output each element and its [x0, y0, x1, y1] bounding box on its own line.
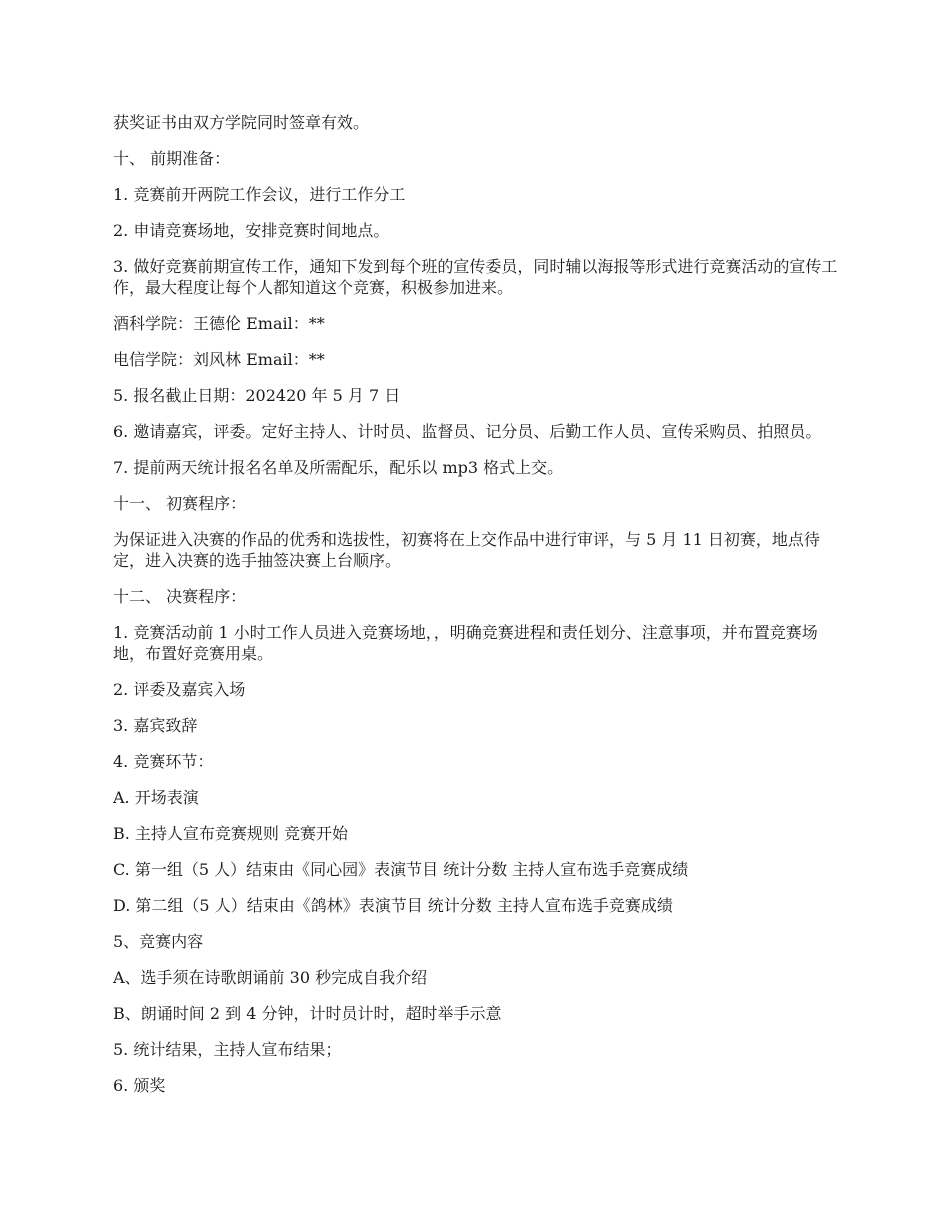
- paragraph-prep-2: 2. 申请竞赛场地，安排竞赛时间地点。: [113, 221, 390, 240]
- heading-section-11: 十一、 初赛程序：: [113, 494, 247, 513]
- paragraph-final-4: 4. 竞赛环节：: [113, 752, 214, 771]
- heading-section-12: 十二、 决赛程序：: [113, 587, 247, 606]
- paragraph-prep-3: 3. 做好竞赛前期宣传工作，通知下发到每个班的宣传委员，同时辅以海报等形式进行竞赛活动的宣传工作，最大程度让每个人都知道这个竞赛，积极参加进来。: [113, 257, 838, 297]
- paragraph-content-b: B、朗诵时间 2 到 4 分钟，计时员计时，超时举手示意: [113, 1004, 502, 1023]
- paragraph-final-4d: D. 第二组（5 人）结束由《鸽林》表演节目 统计分数 主持人宣布选手竞赛成绩: [113, 896, 673, 915]
- paragraph-content-a: A、选手须在诗歌朗诵前 30 秒完成自我介绍: [113, 968, 428, 987]
- paragraph-final-2: 2. 评委及嘉宾入场: [113, 680, 246, 699]
- paragraph-content-heading: 5、竞赛内容: [113, 932, 204, 951]
- paragraph-final-5: 5. 统计结果，主持人宣布结果；: [113, 1040, 342, 1059]
- paragraph-prep-6: 6. 邀请嘉宾，评委。定好主持人、计时员、监督员、记分员、后勤工作人员、宣传采购员、拍照员。: [113, 422, 822, 441]
- paragraph-contact-telecom: 电信学院：刘风林 Email：**: [113, 350, 325, 369]
- paragraph-final-4c: C. 第一组（5 人）结束由《同心园》表演节目 统计分数 主持人宣布选手竞赛成绩: [113, 860, 689, 879]
- paragraph-prep-7: 7. 提前两天统计报名名单及所需配乐，配乐以 mp3 格式上交。: [113, 458, 564, 477]
- paragraph-final-6: 6. 颁奖: [113, 1076, 166, 1095]
- paragraph-contact-wine: 酒科学院：王德伦 Email：**: [113, 314, 325, 333]
- paragraph-prep-1: 1. 竞赛前开两院工作会议，进行工作分工: [113, 185, 406, 204]
- document-body: [113, 112, 843, 1111]
- paragraph-final-3: 3. 嘉宾致辞: [113, 716, 198, 735]
- paragraph-final-4b: B. 主持人宣布竞赛规则 竞赛开始: [113, 824, 349, 843]
- paragraph-preliminary: 为保证进入决赛的作品的优秀和选拔性，初赛将在上交作品中进行审评，与 5 月 11 日初赛，地点待定，进入决赛的选手抽签决赛上台顺序。: [113, 530, 820, 570]
- paragraph-final-4a: A. 开场表演: [113, 788, 199, 807]
- paragraph-final-1: 1. 竞赛活动前 1 小时工作人员进入竞赛场地，，明确竞赛进程和责任划分、注意事项，并布置竞赛场地，布置好竞赛用桌。: [113, 623, 818, 663]
- paragraph-prep-5: 5. 报名截止日期：202420 年 5 月 7 日: [113, 386, 401, 405]
- heading-section-10: 十、 前期准备：: [113, 149, 231, 168]
- paragraph-award-certificate: 获奖证书由双方学院同时签章有效。: [113, 113, 370, 132]
